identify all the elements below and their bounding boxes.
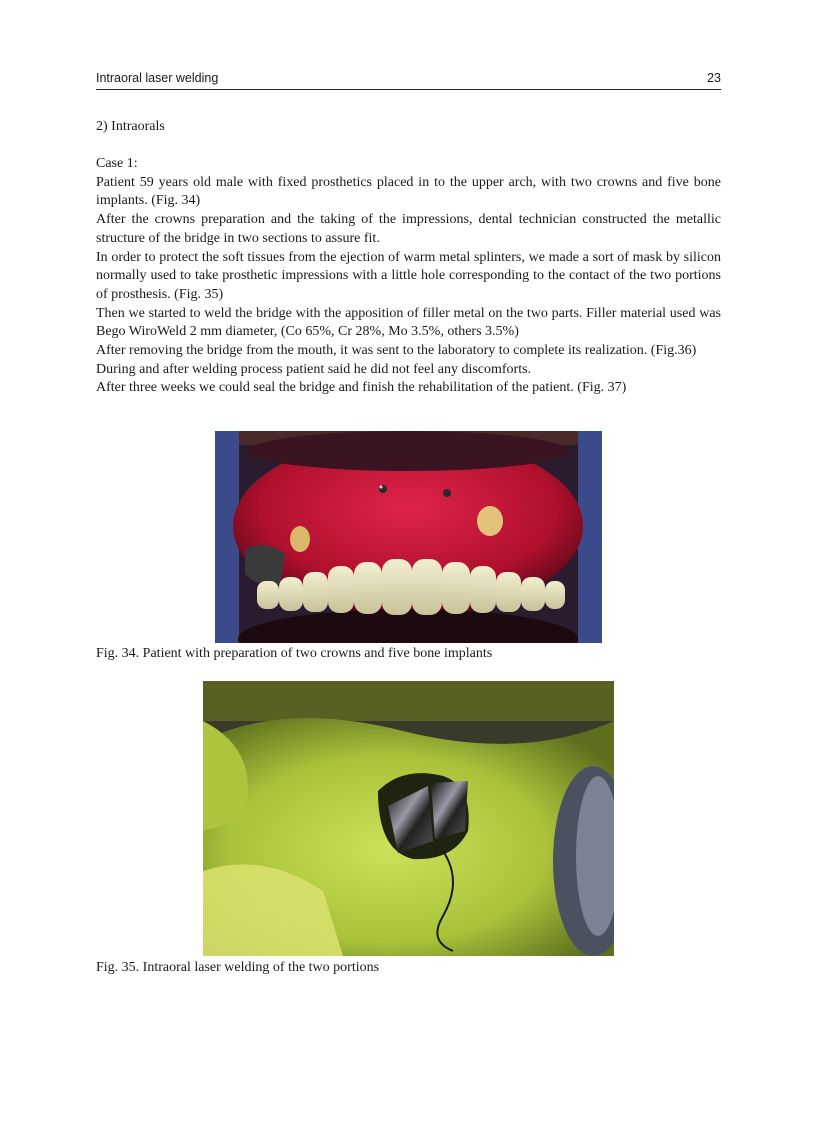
body-text	[96, 155, 721, 398]
paragraph: Patient 59 years old male with fixed prosthetics placed in to the upper arch, with two crowns and five bone implants. (Fig. 34)	[96, 174, 721, 209]
paragraph: In order to protect the soft tissues from the ejection of warm metal splinters, we made a sort of mask by silicon normally used to take prosthetic impressions with a little hole corresponding to the contact of the two portions of prosthesis. (Fig. 35)	[96, 249, 721, 302]
paragraph-case-label: Case 1:	[96, 156, 138, 171]
running-title: Intraoral laser welding	[96, 71, 219, 85]
paragraph: Then we started to weld the bridge with the apposition of filler metal on the two parts. Filler material used was Bego WiroWeld 2 mm diameter, (Co 65%, Cr 28%, Mo 3.5%, others 3.5%)	[96, 305, 721, 340]
laser-welding-photo	[203, 681, 614, 956]
running-header	[96, 71, 721, 90]
paragraph: After removing the bridge from the mouth, it was sent to the laboratory to complete its realization. (Fig.36)	[96, 343, 697, 359]
figure-35-photo	[203, 681, 614, 956]
figure-34-caption: Fig. 34. Patient with preparation of two crowns and five bone implants	[96, 646, 493, 661]
paragraph: After the crowns preparation and the taking of the impressions, dental technician constructed the metallic structure of the bridge in two sections to assure fit.	[96, 212, 721, 246]
figure-35-caption: Fig. 35. Intraoral laser welding of the two portions	[96, 960, 380, 975]
page-number: 23	[707, 71, 721, 85]
paragraph: During and after welding process patient said he did not feel any discomforts.	[96, 361, 532, 377]
paragraph: After three weeks we could seal the bridge and finish the rehabilitation of the patient. (Fig. 37)	[96, 380, 627, 396]
figure-34-photo	[215, 431, 602, 643]
patient-mouth-photo	[215, 431, 602, 643]
section-title: 2) Intraorals	[96, 119, 165, 134]
